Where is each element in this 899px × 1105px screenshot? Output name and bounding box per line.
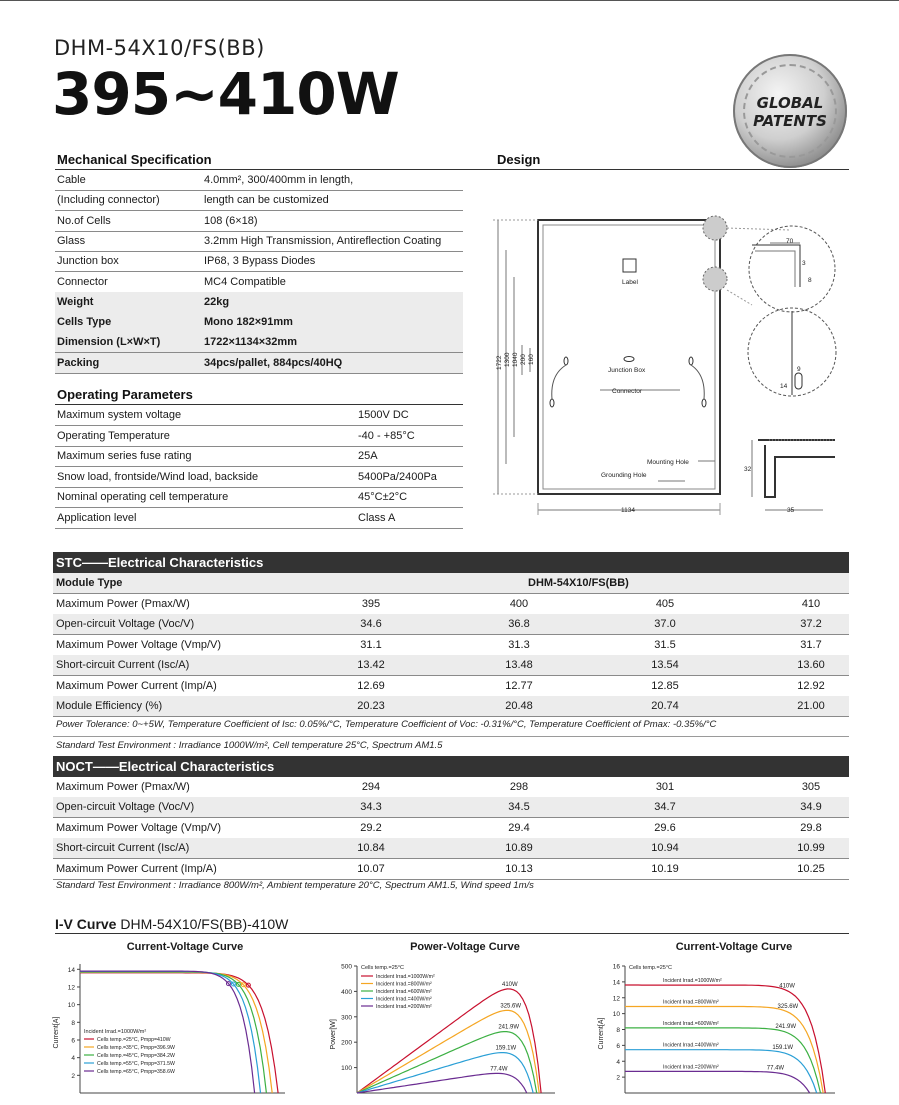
row-value: 13.54 [651,659,679,672]
table-row [53,818,849,839]
pmax-label: 325.6W [500,1003,522,1010]
y-tick-label: 10 [612,1011,620,1019]
operating-title: Operating Parameters [57,387,193,402]
table-row [55,272,463,293]
row-value: 12.77 [505,679,533,692]
connector-text: Connector [612,388,642,395]
detail-marker-1 [703,216,727,240]
row-value: 22kg [204,295,230,308]
row-label: Maximum system voltage [57,409,182,421]
design-drawing [490,205,850,520]
row-value: 31.1 [360,638,382,651]
noct-title: NOCT——Electrical Characteristics [56,759,275,774]
row-value: 400 [509,598,529,610]
y-axis-label: Power[W] [330,1019,337,1050]
y-tick-label: 2 [616,1074,620,1082]
row-label: Application level [57,511,137,524]
row-value: 301 [655,781,675,793]
junction-box-hole [624,357,634,362]
row-value: 294 [361,781,381,793]
label-text: Label [622,279,638,286]
row-label: Maximum Power (Pmax/W) [56,598,190,610]
row-value: 45°C±2°C [358,491,408,503]
series-line [625,985,825,1093]
row-value: 13.48 [505,659,533,672]
label-box [623,259,636,272]
y-tick-label: 6 [616,1042,620,1050]
legend-header: Incident Irrad.=1000W/m² [84,1029,147,1035]
row-label: Maximum Power Current (Imp/A) [56,862,217,875]
row-value: 305 [801,781,821,793]
power-range: 395~410W [52,60,399,128]
row-value: 29.2 [360,821,382,834]
row-value: 21.00 [797,700,825,712]
row-label: Maximum Power Current (Imp/A) [56,679,217,692]
row-value: 108 (6×18) [204,214,258,227]
tolerance-note: Power Tolerance: 0~+5W, Temperature Coefficient of Isc: 0.05%/°C, Temperature Coefficient of Voc: -0.31%/°C, Temperature Coefficient of Pmax: -0.35%/°C [56,719,717,730]
table-row [53,614,849,635]
row-label: Short-circuit Current (Isc/A) [56,842,190,855]
pmax-label: 241.9W [775,1024,797,1031]
legend-entry: Cells temp.=55°C, Pmpp=371.5W [97,1061,175,1067]
row-label: Glass [57,234,86,247]
chart1-title: Current-Voltage Curve [126,941,244,953]
row-value: 20.74 [651,700,679,712]
y-tick-label: 8 [71,1019,75,1027]
table-row [53,859,849,880]
y-tick-label: 500 [341,963,352,971]
row-value: 34pcs/pallet, 884pcs/40HQ [204,356,343,369]
series-name: Incident Irrad.=400W/m² [663,1042,719,1049]
stc-title: STC——Electrical Characteristics [56,555,264,570]
row-label: Nominal operating cell temperature [57,491,229,503]
row-value: 36.8 [508,618,530,631]
module-type-label: Module Type [56,577,123,589]
stc-env-note: Standard Test Environment : Irradiance 1000W/m², Cell temperature 25°C, Spectrum AM1.5 [56,740,443,751]
row-value: 31.7 [800,638,822,651]
row-value: 34.5 [508,801,530,814]
row-value: 1500V DC [358,409,409,421]
top-rule [0,0,899,1]
legend-entry: Incident Irrad.=1000W/m² [376,974,435,980]
row-value: 10.25 [797,862,825,875]
pmax-label: 325.6W [777,1003,799,1010]
stc-header-band [53,552,849,573]
row-value: 12.92 [797,679,825,692]
row-value: 410 [801,598,821,610]
series-line [625,1028,821,1093]
dim-8: 8 [808,277,812,284]
row-value: 13.60 [797,659,825,672]
dim-height: 1722 [496,355,503,370]
row-value: 10.89 [505,842,533,855]
table-row [53,655,849,676]
row-value: 12.69 [357,679,385,692]
row-value: 10.84 [357,842,385,855]
table-row [55,446,463,467]
table-row [55,405,463,426]
y-tick-label: 10 [67,1002,75,1010]
legend-entry: Incident Irrad.=600W/m² [376,989,432,995]
row-label: No.of Cells [57,214,111,227]
table-row [53,676,849,697]
row-label: Maximum Power Voltage (Vmp/V) [56,821,222,834]
y-tick-label: 400 [341,988,352,996]
series-name: Incident Irrad.=200W/m² [663,1064,719,1071]
y-tick-label: 16 [612,963,620,971]
pmax-label: 159.1W [495,1045,517,1052]
table-row [55,211,463,232]
iv-title-rest: DHM-54X10/FS(BB)-410W [116,916,289,932]
legend-entry: Cells temp.=65°C, Pmpp=358.6W [97,1069,175,1075]
table-row [55,467,463,488]
row-value: length can be customized [204,194,329,207]
row-value: -40 - +85°C [358,429,415,442]
table-row [55,190,463,211]
row-label: Operating Temperature [57,429,170,442]
row-label: Maximum Power (Pmax/W) [56,781,190,793]
row-label: Junction box [57,255,119,268]
row-value: 10.13 [505,862,533,875]
table-row [53,594,849,615]
pmax-label: 410W [501,981,518,988]
row-value: 34.9 [800,801,822,814]
row-value: 13.42 [357,659,385,672]
row-label: Maximum series fuse rating [57,450,192,462]
row-value: 25A [358,450,378,462]
dim-1300: 1300 [504,352,511,367]
row-label: Open-circuit Voltage (Voc/V) [56,618,195,631]
row-value: IP68, 3 Bypass Diodes [204,255,316,268]
row-label: Module Efficiency (%) [56,700,163,712]
row-value: Mono 182×91mm [204,316,293,329]
series-line [357,1053,533,1093]
chart2-power-voltage [325,958,565,1105]
legend-header: Cells temp.=25°C [361,965,405,971]
mounting-hole-text: Mounting Hole [647,459,689,466]
y-tick-label: 14 [67,966,75,974]
y-tick-label: 2 [71,1072,75,1080]
dim-width: 1134 [621,507,635,514]
row-value: 20.23 [357,700,385,712]
row-label: (Including connector) [57,194,160,207]
y-tick-label: 4 [616,1058,620,1066]
row-label: Weight [57,295,94,308]
pmax-label: 241.9W [498,1024,520,1031]
global-patents-badge [733,54,847,168]
table-row [55,231,463,252]
row-value: 3.2mm High Transmission, Antireflection Coating [204,234,442,247]
row-value: 31.5 [654,638,676,651]
y-tick-label: 100 [341,1065,352,1073]
row-label: Short-circuit Current (Isc/A) [56,659,190,672]
y-tick-label: 200 [341,1039,352,1047]
chart1-current-voltage [50,958,290,1105]
chart2-title: Power-Voltage Curve [410,941,520,953]
dim-3: 3 [802,260,806,267]
pmax-label: 77.4W [490,1066,508,1073]
row-value: Class A [358,511,396,524]
pmax-label: 77.4W [766,1065,785,1072]
table-row [55,353,463,374]
note-rule [53,736,849,737]
table-row [53,838,849,859]
row-value: 10.94 [651,842,679,855]
dim-14: 14 [780,383,788,390]
y-tick-label: 12 [67,984,75,992]
row-value: 29.4 [508,821,530,834]
legend-entry: Cells temp.=25°C, Pmpp=410W [97,1037,171,1043]
iv-title-bold: I-V Curve [55,916,117,932]
badge-line2: PATENTS [753,112,827,130]
table-row [55,426,463,447]
row-value: 37.0 [654,618,676,631]
series-name: Incident Irrad.=800W/m² [663,999,719,1006]
row-label: Connector [57,275,108,288]
row-value: 20.48 [505,700,533,712]
model-name: DHM-54X10/FS(BB) [54,36,265,60]
series-line [357,1073,527,1093]
series-name: Incident Irrad.=1000W/m² [663,978,722,985]
table-row [53,797,849,818]
chart3-current-voltage-irrad [595,958,845,1105]
table-row [53,635,849,656]
noct-env-note: Standard Test Environment : Irradiance 800W/m², Ambient temperature 20°C, Spectrum AM1.5, Wind speed 1m/s [56,880,534,891]
row-value: 34.3 [360,801,382,814]
y-tick-label: 14 [612,979,620,987]
grounding-hole-text: Grounding Hole [601,472,647,479]
table-row [55,251,463,272]
row-value: 5400Pa/2400Pa [358,470,437,483]
row-value: 12.85 [651,679,679,692]
dim-1040: 1040 [512,352,519,367]
badge-line1: GLOBAL [756,94,824,112]
legend-entry: Incident Irrad.=800W/m² [376,981,432,988]
table-row [55,170,463,191]
iv-rule [55,933,849,934]
legend-entry: Cells temp.=45°C, Pmpp=384.2W [97,1053,175,1059]
row-label: Cells Type [57,316,112,329]
series-line [625,1071,810,1093]
row-label: Cable [57,174,86,186]
row-value: 34.6 [360,618,382,631]
row-value: 4.0mm², 300/400mm in length, [204,174,354,186]
table-row [55,487,463,508]
series-line [357,1032,537,1093]
row-value: 34.7 [654,801,676,814]
y-axis-label: Current[A] [53,1016,60,1049]
dim-35: 35 [787,507,795,514]
row-value: 298 [509,781,529,793]
row-value: 37.2 [800,618,822,631]
y-tick-label: 12 [612,995,620,1003]
detail-marker-2 [703,267,727,291]
y-tick-label: 6 [71,1037,75,1045]
row-value: 10.07 [357,862,385,875]
y-tick-label: 8 [616,1027,620,1034]
legend-entry: Incident Irrad.=400W/m² [376,996,432,1003]
design-title: Design [497,152,541,167]
row-value: 405 [655,598,675,610]
row-label: Maximum Power Voltage (Vmp/V) [56,638,222,651]
dim-9: 9 [797,366,801,373]
y-axis-label: Current[A] [598,1017,605,1050]
dim-70: 70 [786,238,794,245]
row-value: 395 [361,598,381,610]
row-value: 10.99 [797,842,825,855]
table-row [55,332,463,353]
mechanical-title: Mechanical Specification [57,152,212,167]
row-value: 29.6 [654,821,676,834]
series-name: Incident Irrad.=600W/m² [663,1020,719,1027]
noct-header-band [53,756,849,777]
row-value: 29.8 [800,821,822,834]
row-label: Dimension (L×W×T) [57,336,161,349]
chart3-title: Current-Voltage Curve [675,941,793,953]
module-type-row [53,573,849,594]
table-row [53,777,849,798]
y-tick-label: 300 [341,1014,352,1022]
legend-entry: Incident Irrad.=200W/m² [376,1004,432,1010]
row-value: 1722×1134×32mm [204,336,297,349]
y-tick-label: 4 [71,1055,75,1063]
row-label: Open-circuit Voltage (Voc/V) [56,801,195,814]
module-type-value: DHM-54X10/FS(BB) [528,577,629,589]
pmax-label: 159.1W [772,1044,794,1051]
junction-box-text: Junction Box [608,367,646,374]
table-row [55,508,463,529]
dim-200: 200 [520,354,527,365]
legend-header: Cells temp.=25°C [629,965,673,971]
table-row [55,312,463,333]
table-row [55,292,463,313]
dim-160: 160 [528,354,535,365]
row-value: 10.19 [651,862,679,875]
row-value: MC4 Compatible [204,275,286,288]
iv-curve-title [55,916,288,932]
row-label: Packing [57,356,100,369]
dim-32: 32 [744,466,752,473]
pmax-label: 410W [779,983,795,990]
table-row [53,696,849,717]
row-value: 31.3 [508,638,530,651]
legend-entry: Cells temp.=35°C, Pmpp=396.9W [97,1045,175,1051]
row-label: Snow load, frontside/Wind load, backside [57,470,259,483]
